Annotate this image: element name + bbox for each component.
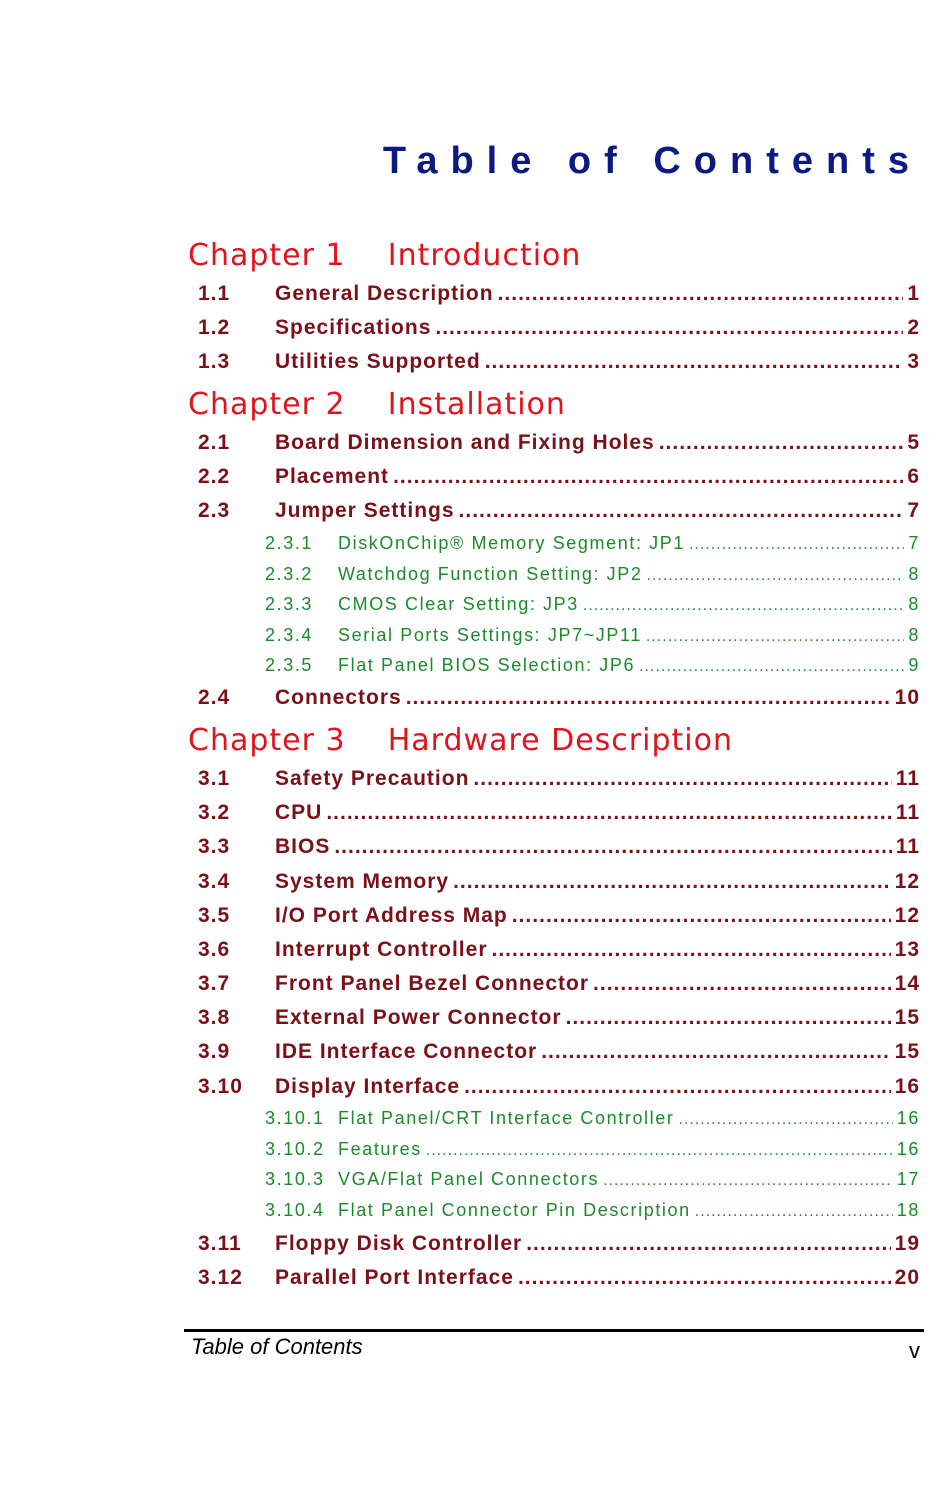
toc-subentry[interactable] [188,1108,920,1129]
entry-page: 7 [908,533,920,553]
entry-title: Placement [275,465,390,488]
entry-number: 3.11 [198,1232,242,1255]
toc-subentry[interactable] [188,594,920,615]
toc-entry[interactable] [188,1006,920,1030]
entry-title: Flat Panel Connector Pin Description [338,1200,691,1220]
entry-number: 3.10.2 [265,1139,325,1159]
dot-leader [593,972,891,996]
entry-page: 17 [896,1169,920,1189]
entry-title: Interrupt Controller [275,938,488,961]
dot-leader [326,801,891,825]
entry-title: CMOS Clear Setting: JP3 [338,594,579,614]
entry-number: 2.3.4 [265,625,314,645]
entry-page: 14 [894,972,920,995]
entry-title: I/O Port Address Map [275,904,508,927]
entry-page: 8 [908,625,920,645]
entry-number: 2.3.1 [265,533,314,553]
toc-entry[interactable] [188,1232,920,1256]
entry-page: 20 [894,1266,920,1289]
entry-number: 3.6 [198,938,231,961]
chapter-name: Hardware Description [387,723,733,758]
entry-title: System Memory [275,870,450,893]
entry-number: 2.1 [198,431,231,454]
entry-title: Floppy Disk Controller [275,1232,523,1255]
chapter-name: Introduction [387,238,582,273]
entry-page: 11 [895,801,920,824]
toc-entry[interactable] [188,431,920,455]
entry-number: 2.3 [198,499,231,522]
toc-subentry[interactable] [188,564,920,585]
entry-title: IDE Interface Connector [275,1040,538,1063]
entry-page: 16 [896,1108,920,1128]
dot-leader [566,1006,891,1030]
toc-entry[interactable] [188,972,920,996]
entry-number: 3.10.1 [265,1108,325,1128]
entry-number: 3.8 [198,1006,231,1029]
entry-number: 1.1 [198,282,231,305]
entry-page: 11 [895,835,920,858]
toc-entry[interactable] [188,282,920,306]
chapter-name: Installation [387,387,566,422]
dot-leader [393,465,903,489]
dot-leader [485,350,904,374]
toc-entry[interactable] [188,316,920,340]
toc-subentry[interactable] [188,1169,920,1190]
chapter-number: Chapter 1 [188,238,346,273]
entry-page: 15 [894,1006,920,1029]
entry-page: 12 [894,904,920,927]
entry-page: 7 [907,499,920,522]
dot-leader [406,686,891,710]
entry-title: Board Dimension and Fixing Holes [275,431,655,454]
entry-title: DiskOnChip® Memory Segment: JP1 [338,533,685,553]
entry-number: 2.4 [198,686,231,709]
entry-number: 2.3.2 [265,564,314,584]
chapter-heading[interactable] [188,723,733,758]
toc-entry[interactable] [188,870,920,894]
entry-page: 19 [894,1232,920,1255]
entry-title: VGA/Flat Panel Connectors [338,1169,600,1189]
toc-entry[interactable] [188,801,920,825]
dot-leader [659,431,904,455]
toc-entry[interactable] [188,835,920,859]
dot-leader [492,938,891,962]
toc-entry[interactable] [188,465,920,489]
chapter-number: Chapter 3 [188,723,346,758]
entry-number: 3.10 [198,1075,243,1098]
entry-number: 3.4 [198,870,231,893]
entry-title: General Description [275,282,494,305]
entry-page: 9 [908,655,920,675]
entry-title: Connectors [275,686,402,709]
toc-entry[interactable] [188,686,920,710]
dot-leader [426,1142,893,1160]
toc-subentry[interactable] [188,655,920,676]
dot-leader [473,767,891,791]
entry-title: Jumper Settings [275,499,455,522]
toc-subentry[interactable] [188,533,920,554]
entry-page: 15 [894,1040,920,1063]
entry-title: Display Interface [275,1075,461,1098]
entry-number: 1.2 [198,316,231,339]
toc-entry[interactable] [188,1266,920,1290]
entry-number: 3.5 [198,904,231,927]
entry-title: Flat Panel/CRT Interface Controller [338,1108,675,1128]
entry-number: 1.3 [198,350,231,373]
toc-subentry[interactable] [188,1200,920,1221]
entry-page: 12 [894,870,920,893]
chapter-heading[interactable] [188,238,581,273]
toc-entry[interactable] [188,767,920,791]
dot-leader [334,835,891,859]
toc-entry[interactable] [188,1040,920,1064]
entry-number: 3.3 [198,835,231,858]
entry-title: External Power Connector [275,1006,562,1029]
footer-section-title: Table of Contents [191,1334,363,1359]
entry-number: 3.9 [198,1040,231,1063]
toc-subentry[interactable] [188,1139,920,1160]
entry-number: 3.7 [198,972,231,995]
dot-leader [512,904,891,928]
entry-title: Parallel Port Interface [275,1266,514,1289]
entry-page: 5 [907,431,920,454]
entry-page: 1 [907,282,920,305]
entry-number: 2.3.3 [265,594,314,614]
entry-title: Flat Panel BIOS Selection: JP6 [338,655,636,675]
page-title: Table of Contents [382,140,922,182]
dot-leader [453,870,891,894]
entry-page: 8 [908,594,920,614]
toc-subentry[interactable] [188,625,920,646]
entry-title: Front Panel Bezel Connector [275,972,590,995]
entry-title: Safety Precaution [275,767,470,790]
dot-leader [678,1111,892,1129]
entry-title: Serial Ports Settings: JP7~JP11 [338,625,642,645]
entry-title: CPU [275,801,323,824]
entry-number: 3.1 [198,767,231,790]
dot-leader [646,628,904,646]
dot-leader [435,316,903,340]
entry-title: Features [338,1139,422,1159]
entry-page: 16 [896,1139,920,1159]
dot-leader [464,1075,891,1099]
entry-page: 13 [894,938,920,961]
entry-number: 2.2 [198,465,231,488]
entry-title: Watchdog Function Setting: JP2 [338,564,643,584]
dot-leader [526,1232,890,1256]
entry-page: 11 [895,767,920,790]
dot-leader [603,1172,893,1190]
toc-entry[interactable] [188,1075,920,1099]
dot-leader [639,658,904,676]
entry-title: Specifications [275,316,432,339]
entry-page: 10 [894,686,920,709]
entry-page: 6 [907,465,920,488]
dot-leader [459,499,904,523]
entry-number: 2.3.5 [265,655,314,675]
dot-leader [498,282,904,306]
entry-page: 2 [907,316,920,339]
entry-title: BIOS [275,835,331,858]
entry-number: 3.2 [198,801,231,824]
dot-leader [695,1203,893,1221]
dot-leader [518,1266,891,1290]
toc-entry[interactable] [188,350,920,374]
toc-entry[interactable] [188,499,920,523]
entry-number: 3.10.4 [265,1200,325,1220]
footer-page-number: v [909,1338,920,1363]
dot-leader [583,597,905,615]
dot-leader [689,536,904,554]
toc-entry[interactable] [188,938,920,962]
entry-number: 3.10.3 [265,1169,325,1189]
chapter-number: Chapter 2 [188,387,346,422]
dot-leader [646,567,904,585]
entry-page: 3 [907,350,920,373]
entry-page: 16 [894,1075,920,1098]
entry-page: 8 [908,564,920,584]
entry-page: 18 [896,1200,920,1220]
toc-entry[interactable] [188,904,920,928]
entry-number: 3.12 [198,1266,243,1289]
footer-rule [184,1329,924,1332]
dot-leader [541,1040,890,1064]
entry-title: Utilities Supported [275,350,481,373]
chapter-heading[interactable] [188,387,566,422]
